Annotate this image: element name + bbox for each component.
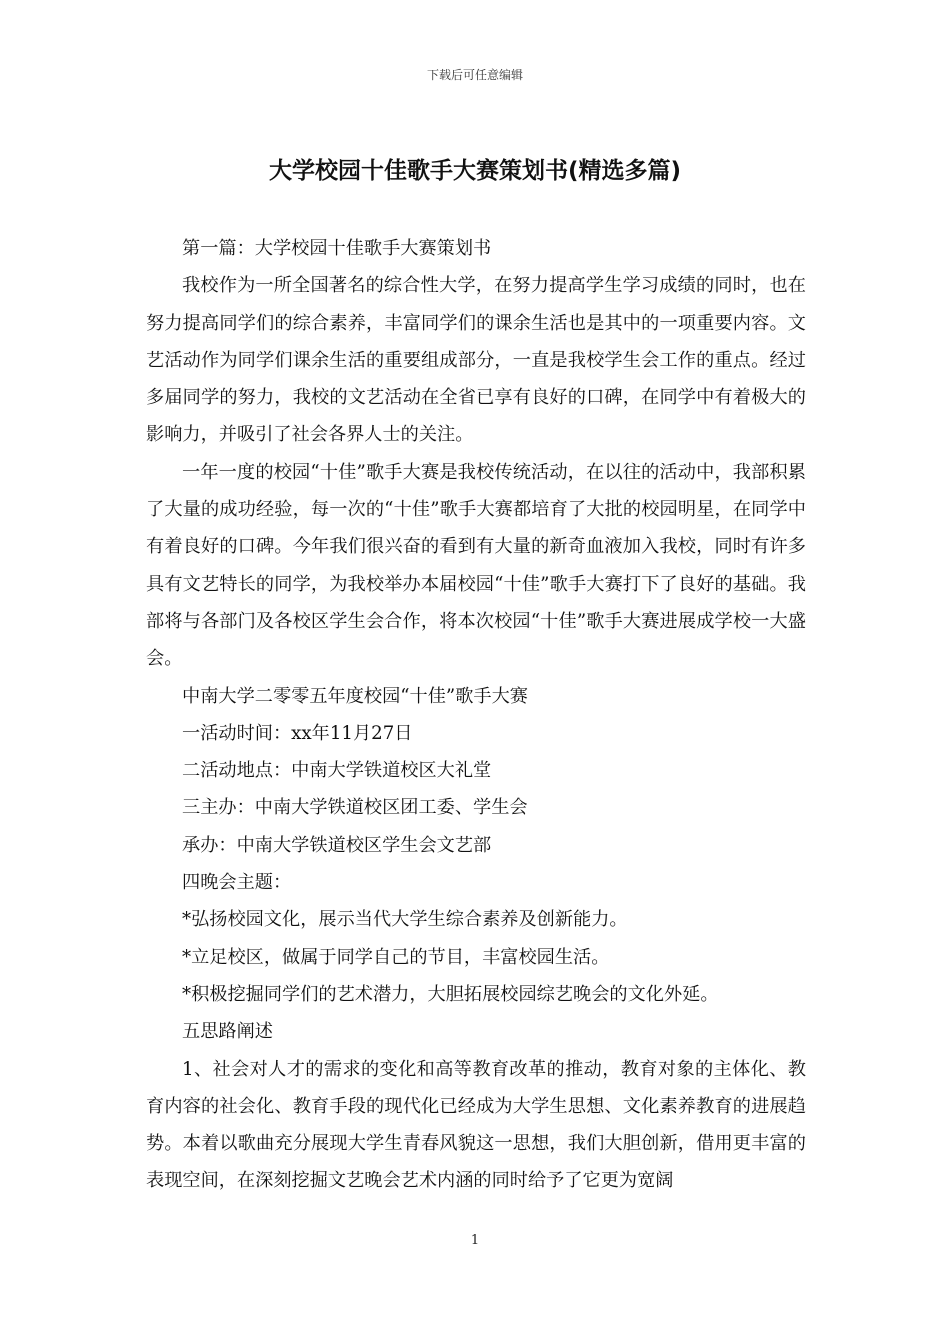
ideas-heading: 五思路阐述 xyxy=(182,1021,273,1043)
body-paragraph: 我校作为一所全国著名的综合性大学，在努力提高学生学习成绩的同时，也在努力提高同学们的综合素养，丰富同学们的课余生活也是其中的一项重要内容。文艺活动作为同学们课余生活的重要组成部分，一直是我校学生会工作的重点。经过多届同学的努力，我校的文艺活动在全省已享有良好的口碑，在同学中有着极大的影响力，并吸引了社会各界人士的关注。 xyxy=(146,275,806,446)
section-heading: 第一篇：大学校园十佳歌手大赛策划书 xyxy=(182,238,492,259)
body-paragraph: 一年一度的校园“十佳”歌手大赛是我校传统活动，在以往的活动中，我部积累了大量的成功经验，每一次的“十佳”歌手大赛都培育了大批的校园明星，在同学中有着良好的口碑。今年我们很兴奋的看到有大量的新奇血液加入我校，同时有许多具有文艺特长的同学，为我校举办本届校园“十佳”歌手大赛打下了良好的基础。我部将与各部门及各校区学生会合作，将本次校园“十佳”歌手大赛进展成学校一大盛会。 xyxy=(146,461,806,670)
event-name: 中南大学二零零五年度校园“十佳”歌手大赛 xyxy=(182,685,528,707)
event-host: 承办：中南大学铁道校区学生会文艺部 xyxy=(182,834,492,856)
theme-item: *立足校区，做属于同学自己的节目，丰富校园生活。 xyxy=(182,946,610,968)
document-body xyxy=(146,230,806,1200)
event-time: 一活动时间：xx年11月27日 xyxy=(182,722,413,744)
page-number: 1 xyxy=(470,1233,480,1248)
theme-item: *弘扬校园文化，展示当代大学生综合素养及创新能力。 xyxy=(182,909,628,931)
document-title: 大学校园十佳歌手大赛策划书(精选多篇) xyxy=(268,158,682,184)
body-paragraph: 1、社会对人才的需求的变化和高等教育改革的推动，教育对象的主体化、教育内容的社会化、教育手段的现代化已经成为大学生思想、文化素养教育的进展趋势。本着以歌曲充分展现大学生青春风貌这一思想，我们大胆创新，借用更丰富的表现空间，在深刻挖掘文艺晚会艺术内涵的同时给予了它更为宽阔 xyxy=(146,1058,806,1192)
event-location: 二活动地点：中南大学铁道校区大礼堂 xyxy=(182,760,492,782)
theme-heading: 四晚会主题： xyxy=(182,872,292,894)
event-organizer: 三主办：中南大学铁道校区团工委、学生会 xyxy=(182,797,528,819)
theme-item: *积极挖掘同学们的艺术潜力，大胆拓展校园综艺晚会的文化外延。 xyxy=(182,983,719,1005)
header-note: 下载后可任意编辑 xyxy=(426,68,523,82)
